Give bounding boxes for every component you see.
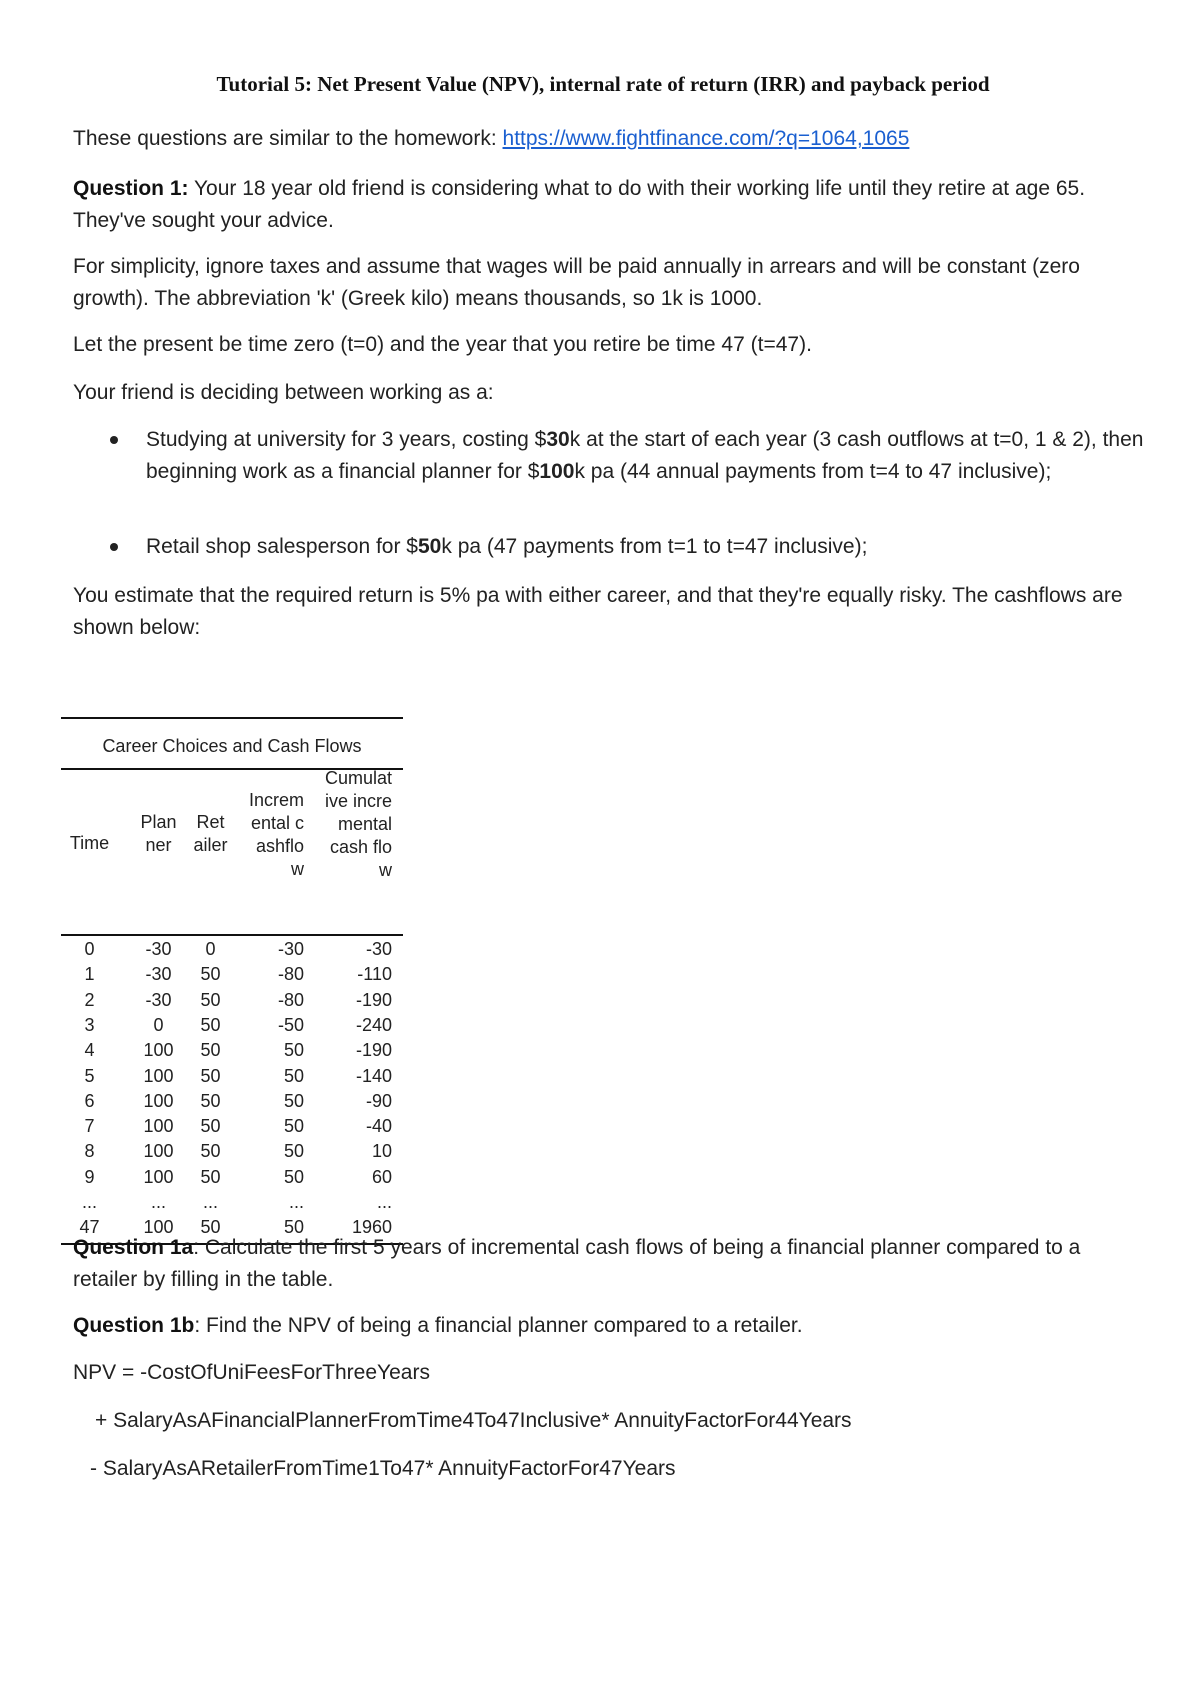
bullet-planner-post: k pa (44 annual payments from t=4 to 47 inclusive); bbox=[574, 460, 1052, 483]
bullet-dot-icon bbox=[110, 436, 118, 444]
table-cell-retailer: 0 bbox=[205, 939, 216, 959]
table-cell-planner: 100 bbox=[143, 1217, 174, 1238]
bullet-retailer-salary: 50 bbox=[418, 535, 442, 558]
question-1 bbox=[73, 173, 1143, 237]
table-cell-planner: -30 bbox=[145, 989, 172, 1010]
table-cell-planner: 100 bbox=[143, 1116, 174, 1137]
table-cell-planner: -30 bbox=[145, 964, 172, 985]
table-cell-retailer: 50 bbox=[200, 1141, 221, 1162]
question-1b-text: : Find the NPV of being a financial planner compared to a retailer. bbox=[194, 1314, 803, 1337]
bullet-planner-cost: 30 bbox=[546, 428, 570, 451]
bullet-retailer-pre: Retail shop salesperson for $ bbox=[146, 535, 418, 558]
table-cell-time: 6 bbox=[84, 1090, 95, 1111]
table-cell-planner: 100 bbox=[143, 1040, 174, 1061]
question-1-text: Your 18 year old friend is considering what to do with their working life until they retire at age 65. They've sought your advice. bbox=[73, 177, 1086, 232]
table-cell-incremental: 50 bbox=[283, 1217, 304, 1238]
table-cell-retailer: 50 bbox=[200, 1217, 221, 1238]
intro-text: These questions are similar to the homework: bbox=[73, 127, 503, 150]
table-cell-incremental: 50 bbox=[283, 1116, 304, 1137]
table-cell-cumulative: ... bbox=[376, 1192, 392, 1212]
table-cell-time: 0 bbox=[84, 939, 95, 959]
header-incremental: Incremental cashflow bbox=[248, 790, 304, 879]
bullet-dot-icon bbox=[110, 543, 118, 551]
question-1a bbox=[73, 1232, 1143, 1296]
table-cell-time: 7 bbox=[84, 1116, 95, 1137]
header-cumulative: Cumulative incremental cash flow bbox=[324, 768, 392, 880]
table-cell-planner: 0 bbox=[153, 1014, 164, 1035]
bullet-planner-pre: Studying at university for 3 years, costing $ bbox=[146, 428, 547, 451]
table-cell-incremental: -80 bbox=[277, 989, 304, 1010]
table-cell-incremental: 50 bbox=[283, 1166, 304, 1187]
table-cell-time: 5 bbox=[84, 1065, 95, 1086]
table-cell-incremental: 50 bbox=[283, 1065, 304, 1086]
table-cell-retailer: 50 bbox=[200, 1040, 221, 1061]
table-cell-planner: 100 bbox=[143, 1166, 174, 1187]
npv-formula-line-2: + SalaryAsAFinancialPlannerFromTime4To47Inclusive* AnnuityFactorFor44Years bbox=[95, 1409, 852, 1432]
table-cell-cumulative: -190 bbox=[355, 989, 392, 1010]
deciding-paragraph: Your friend is deciding between working as a: bbox=[73, 381, 494, 404]
table-cell-time: 1 bbox=[84, 964, 95, 985]
question-1b bbox=[73, 1310, 1143, 1342]
table-cell-cumulative: 10 bbox=[371, 1141, 392, 1162]
npv-formula-line-1: NPV = -CostOfUniFeesForThreeYears bbox=[73, 1361, 430, 1384]
header-retailer: Retailer bbox=[193, 812, 228, 855]
table-cell-incremental: -30 bbox=[277, 939, 304, 959]
question-1-label: Question 1: bbox=[73, 177, 189, 200]
table-top-rule bbox=[61, 717, 403, 719]
table-cell-cumulative: -90 bbox=[365, 1090, 392, 1111]
table-cell-planner: 100 bbox=[143, 1141, 174, 1162]
table-cell-incremental: 50 bbox=[283, 1141, 304, 1162]
table-cell-cumulative: -110 bbox=[357, 964, 392, 985]
table-caption: Career Choices and Cash Flows bbox=[102, 736, 362, 756]
table-cell-cumulative: 1960 bbox=[351, 1217, 392, 1238]
table-cell-retailer: 50 bbox=[200, 1166, 221, 1187]
table-cell-cumulative: -30 bbox=[365, 939, 392, 959]
table-cell-incremental: -80 bbox=[277, 964, 304, 985]
page-title: Tutorial 5: Net Present Value (NPV), internal rate of return (IRR) and payback period bbox=[216, 72, 990, 96]
bullet-planner-salary: 100 bbox=[539, 460, 575, 483]
header-planner: Planner bbox=[140, 812, 177, 855]
question-1b-label: Question 1b bbox=[73, 1314, 195, 1337]
table-cell-incremental: ... bbox=[288, 1192, 304, 1212]
table-cell-incremental: -50 bbox=[277, 1014, 304, 1035]
table-cell-time: 3 bbox=[84, 1014, 95, 1035]
table-cell-retailer: 50 bbox=[200, 1116, 221, 1137]
intro-paragraph bbox=[73, 123, 1143, 155]
bullet-retailer-post: k pa (47 payments from t=1 to t=47 inclusive); bbox=[441, 535, 868, 558]
question-1a-label: Question 1a bbox=[73, 1236, 194, 1259]
simplicity-paragraph: For simplicity, ignore taxes and assume that wages will be paid annually in arrears and will be constant (zero growth). The abbreviation 'k' (Greek kilo) means thousands, so 1k is 1000. bbox=[73, 255, 1080, 310]
table-cell-retailer: 50 bbox=[200, 1014, 221, 1035]
table-cell-cumulative: -240 bbox=[355, 1014, 392, 1035]
estimate-paragraph: You estimate that the required return is 5% pa with either career, and that they're equally risky. The cashflows are shown below: bbox=[73, 584, 1123, 639]
table-header-rule bbox=[61, 934, 403, 936]
table-cell-cumulative: -190 bbox=[355, 1040, 392, 1061]
table-cell-cumulative: 60 bbox=[371, 1166, 392, 1187]
table-cell-cumulative: -140 bbox=[355, 1065, 392, 1086]
table-cell-time: ... bbox=[81, 1192, 97, 1212]
table-cell-planner: -30 bbox=[145, 939, 172, 959]
table-cell-planner: 100 bbox=[143, 1065, 174, 1086]
header-time: Time bbox=[69, 833, 110, 853]
table-cell-time: 4 bbox=[84, 1040, 95, 1061]
table-cell-time: 8 bbox=[84, 1141, 95, 1162]
table-cell-time: 2 bbox=[84, 989, 95, 1010]
table-cell-retailer: 50 bbox=[200, 989, 221, 1010]
bullet-retailer-text bbox=[146, 531, 1146, 563]
question-1a-text: : Calculate the first 5 years of incremental cash flows of being a financial planner compared to a retailer by filling in the table. bbox=[73, 1236, 1081, 1291]
table-cell-time: 47 bbox=[79, 1217, 100, 1238]
table-cell-retailer: 50 bbox=[200, 1065, 221, 1086]
table-cell-retailer: ... bbox=[202, 1192, 218, 1212]
table-cell-retailer: 50 bbox=[200, 964, 221, 985]
table-cell-planner: 100 bbox=[143, 1090, 174, 1111]
bullet-planner-mid: k at the start of each year (3 cash outflows at t=0, 1 & 2), then beginning work as a financial planner for $ bbox=[146, 428, 1144, 483]
npv-formula-line-3: - SalaryAsARetailerFromTime1To47* AnnuityFactorFor47Years bbox=[90, 1457, 676, 1480]
table-cell-incremental: 50 bbox=[283, 1090, 304, 1111]
table-cell-incremental: 50 bbox=[283, 1040, 304, 1061]
table-cell-cumulative: -40 bbox=[365, 1116, 392, 1137]
bullet-planner-text bbox=[146, 424, 1146, 488]
homework-link[interactable]: https://www.fightfinance.com/?q=1064,1065 bbox=[502, 127, 910, 150]
table-cell-retailer: 50 bbox=[200, 1090, 221, 1111]
table-cell-planner: ... bbox=[150, 1192, 166, 1212]
table-cell-time: 9 bbox=[84, 1166, 95, 1187]
present-paragraph: Let the present be time zero (t=0) and the year that you retire be time 47 (t=47). bbox=[73, 333, 812, 356]
